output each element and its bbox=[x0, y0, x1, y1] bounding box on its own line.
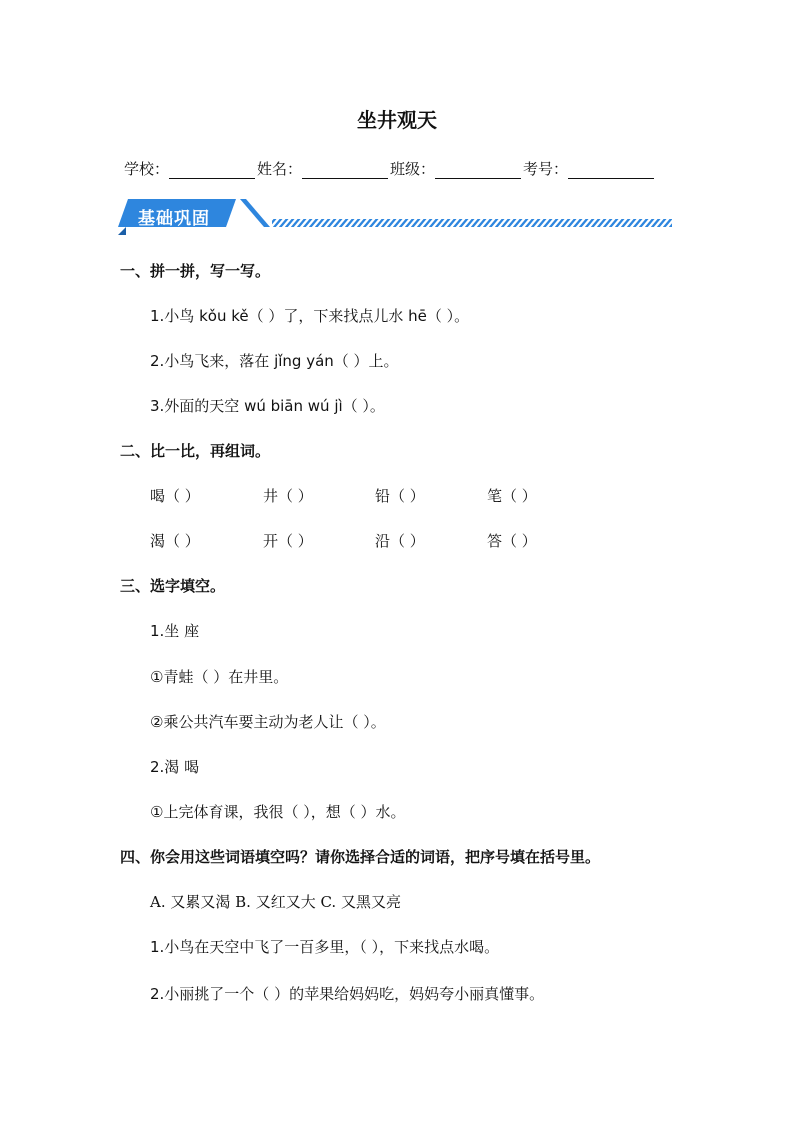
q1-item: 2.小鸟飞来，落在 jǐng yán（ ）上。 bbox=[150, 352, 399, 370]
q2-word: 渴（ ） bbox=[150, 532, 200, 550]
name-field[interactable] bbox=[302, 164, 388, 179]
q2-word: 沿（ ） bbox=[375, 532, 425, 550]
q3-item: ①上完体育课，我很（ ），想（ ）水。 bbox=[150, 803, 406, 821]
q2-word: 答（ ） bbox=[487, 532, 537, 550]
page-title: 坐井观天 bbox=[357, 108, 437, 132]
q2-heading: 二、比一比，再组词。 bbox=[120, 442, 271, 460]
class-field[interactable] bbox=[435, 164, 521, 179]
q3-group-label: 1.坐 座 bbox=[150, 622, 200, 640]
q2-word: 铅（ ） bbox=[375, 487, 425, 505]
banner-stripes bbox=[272, 219, 672, 227]
school-label: 学校： bbox=[124, 160, 170, 178]
q3-item: ②乘公共汽车要主动为老人让（ ）。 bbox=[150, 713, 386, 731]
q3-item: ①青蛙（ ）在井里。 bbox=[150, 668, 289, 686]
q2-word: 喝（ ） bbox=[150, 487, 200, 505]
q1-heading: 一、拼一拼，写一写。 bbox=[120, 262, 271, 280]
q3-heading: 三、选字填空。 bbox=[120, 577, 226, 595]
q1-item: 3.外面的天空 wú biān wú jì（ ）。 bbox=[150, 397, 385, 415]
class-label: 班级： bbox=[390, 160, 436, 178]
name-label: 姓名： bbox=[257, 160, 303, 178]
number-label: 考号： bbox=[523, 160, 569, 178]
section-banner-label: 基础巩固 bbox=[138, 209, 210, 229]
q2-word: 开（ ） bbox=[263, 532, 313, 550]
q4-heading: 四、你会用这些词语填空吗？请你选择合适的词语，把序号填在括号里。 bbox=[120, 848, 601, 866]
q1-item: 1.小鸟 kǒu kě（ ）了，下来找点儿水 hē（ ）。 bbox=[150, 307, 470, 325]
school-field[interactable] bbox=[169, 164, 255, 179]
q2-word: 井（ ） bbox=[263, 487, 313, 505]
info-row bbox=[124, 158, 656, 179]
number-field[interactable] bbox=[568, 164, 654, 179]
q2-word: 笔（ ） bbox=[487, 487, 537, 505]
q3-group-label: 2.渴 喝 bbox=[150, 758, 200, 776]
q4-item: 2.小丽挑了一个（ ）的苹果给妈妈吃，妈妈夸小丽真懂事。 bbox=[150, 985, 545, 1003]
q4-options: A. 又累又渴 B. 又红又大 C. 又黑又亮 bbox=[150, 893, 401, 911]
q4-item: 1.小鸟在天空中飞了一百多里，（ ），下来找点水喝。 bbox=[150, 938, 500, 956]
